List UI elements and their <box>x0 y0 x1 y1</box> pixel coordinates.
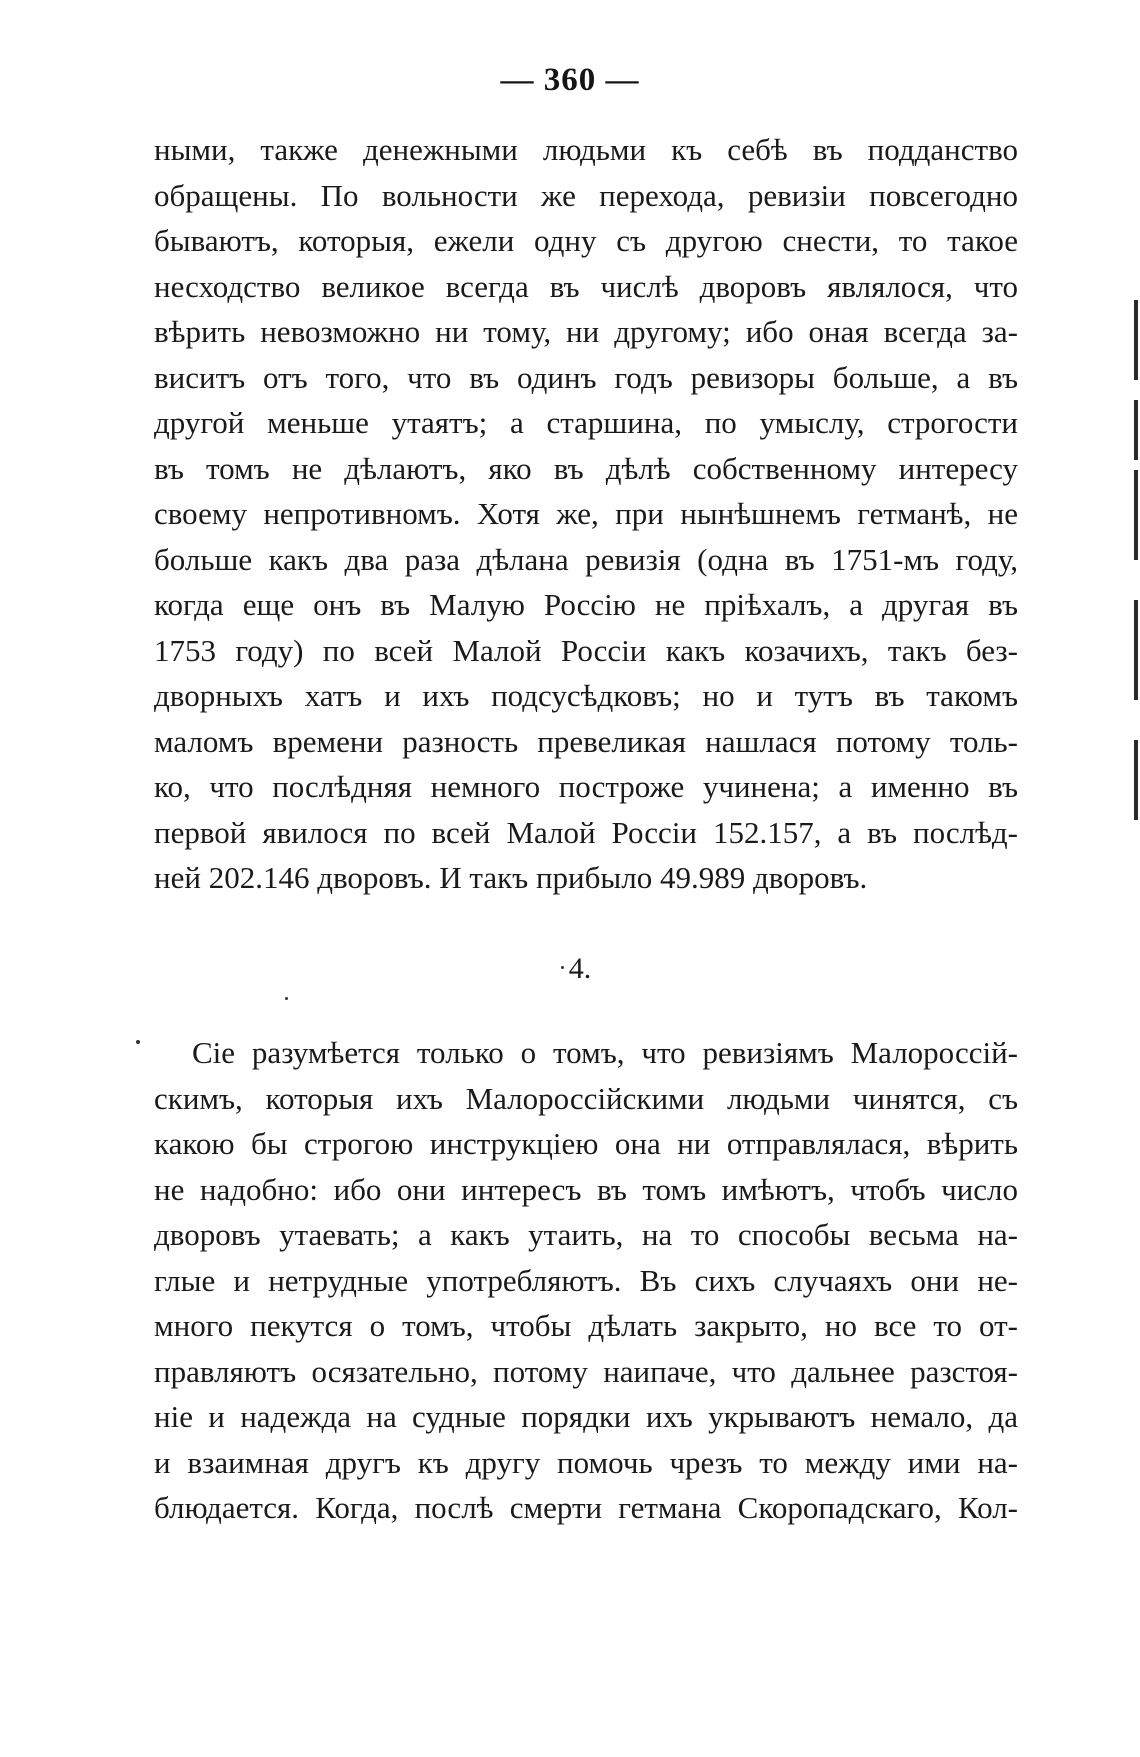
text-line: бываютъ, которыя, ежели одну съ другою снести, то такое <box>154 223 1018 258</box>
text-line: обращены. По вольности же перехода, ревизіи повсегодно <box>154 177 1018 213</box>
text-line: 1753 году) по всей Малой Россіи какъ козачихъ, такъ без- <box>154 632 1018 668</box>
page-number: — 360 — <box>500 62 640 98</box>
text-line: первой явилося по всей Малой Россіи 152.157, а въ послѣд- <box>154 814 1018 850</box>
scan-edge-mark <box>1134 300 1138 380</box>
text-line: Сіе разумѣется только о томъ, что ревизіямъ Малороссій- <box>192 1035 1018 1070</box>
text-line: правляютъ осязательно, потому наипаче, что дальнее разстоя- <box>154 1353 1018 1389</box>
scan-speck <box>285 997 288 1000</box>
text-line: когда еще онъ въ Малую Россію не пріѣхалъ, а другая въ <box>154 587 1018 622</box>
text-line: блюдается. Когда, послѣ смерти гетмана Скоропадскаго, Кол- <box>154 1490 1018 1525</box>
section-number: 4. <box>568 952 592 985</box>
text-line: ней 202.146 дворовъ. И такъ прибыло 49.989 дворовъ. <box>154 860 868 895</box>
text-line: какою бы строгою инструкціею она ни отправлялася, вѣрить <box>154 1126 1018 1161</box>
text-line: маломъ времени разность превеликая нашлася потому толь- <box>154 723 1018 759</box>
text-line: дворовъ утаевать; а какъ утаить, на то способы весьма на- <box>154 1217 1018 1252</box>
text-line: другой меньше утаятъ; а старшина, по умыслу, строгости <box>154 405 1018 440</box>
text-line: ніе и надежда на судные порядки ихъ укрываютъ немало, да <box>154 1399 1018 1434</box>
text-line: своему непротивномъ. Хотя же, при нынѣшнемъ гетманѣ, не <box>154 496 1018 531</box>
text-line: въ томъ не дѣлаютъ, яко въ дѣлѣ собственному интересу <box>154 450 1018 486</box>
text-line: дворныхъ хатъ и ихъ подсусѣдковъ; но и тутъ въ такомъ <box>154 678 1018 713</box>
text-line: много пекутся о томъ, чтобы дѣлать закрыто, но все то от- <box>154 1308 1018 1343</box>
text-line: виситъ отъ того, что въ одинъ годъ ревизоры больше, а въ <box>154 359 1018 395</box>
text-line: больше какъ два раза дѣлана ревизія (одна въ 1751-мъ году, <box>154 541 1018 577</box>
text-line: глые и нетрудные употребляютъ. Въ сихъ случаяхъ они не- <box>154 1262 1018 1298</box>
paragraph-1 <box>154 127 1018 901</box>
text-line: вѣрить невозможно ни тому, ни другому; ибо оная всегда за- <box>154 314 1018 349</box>
scan-edge-mark <box>1134 400 1138 460</box>
scan-edge-mark <box>1134 470 1138 560</box>
text-line: не надобно: ибо они интересъ въ томъ имѣютъ, чтобъ число <box>154 1171 1018 1207</box>
scan-speck <box>561 966 564 969</box>
scan-edge-mark <box>1134 600 1138 700</box>
text-line: ко, что послѣдняя немного построже учинена; а именно въ <box>154 769 1018 804</box>
text-line: ными, также денежными людьми къ себѣ въ подданство <box>154 132 1018 167</box>
text-line: и взаимная другъ къ другу помочь чрезъ то между ими на- <box>154 1444 1018 1480</box>
text-line: скимъ, которыя ихъ Малороссійскими людьми чинятся, съ <box>154 1080 1018 1116</box>
text-line: несходство великое всегда въ числѣ дворовъ являлося, что <box>154 268 1018 304</box>
scan-edge-mark <box>1134 740 1138 820</box>
paragraph-2 <box>154 1030 1018 1531</box>
scan-speck <box>136 1040 140 1044</box>
